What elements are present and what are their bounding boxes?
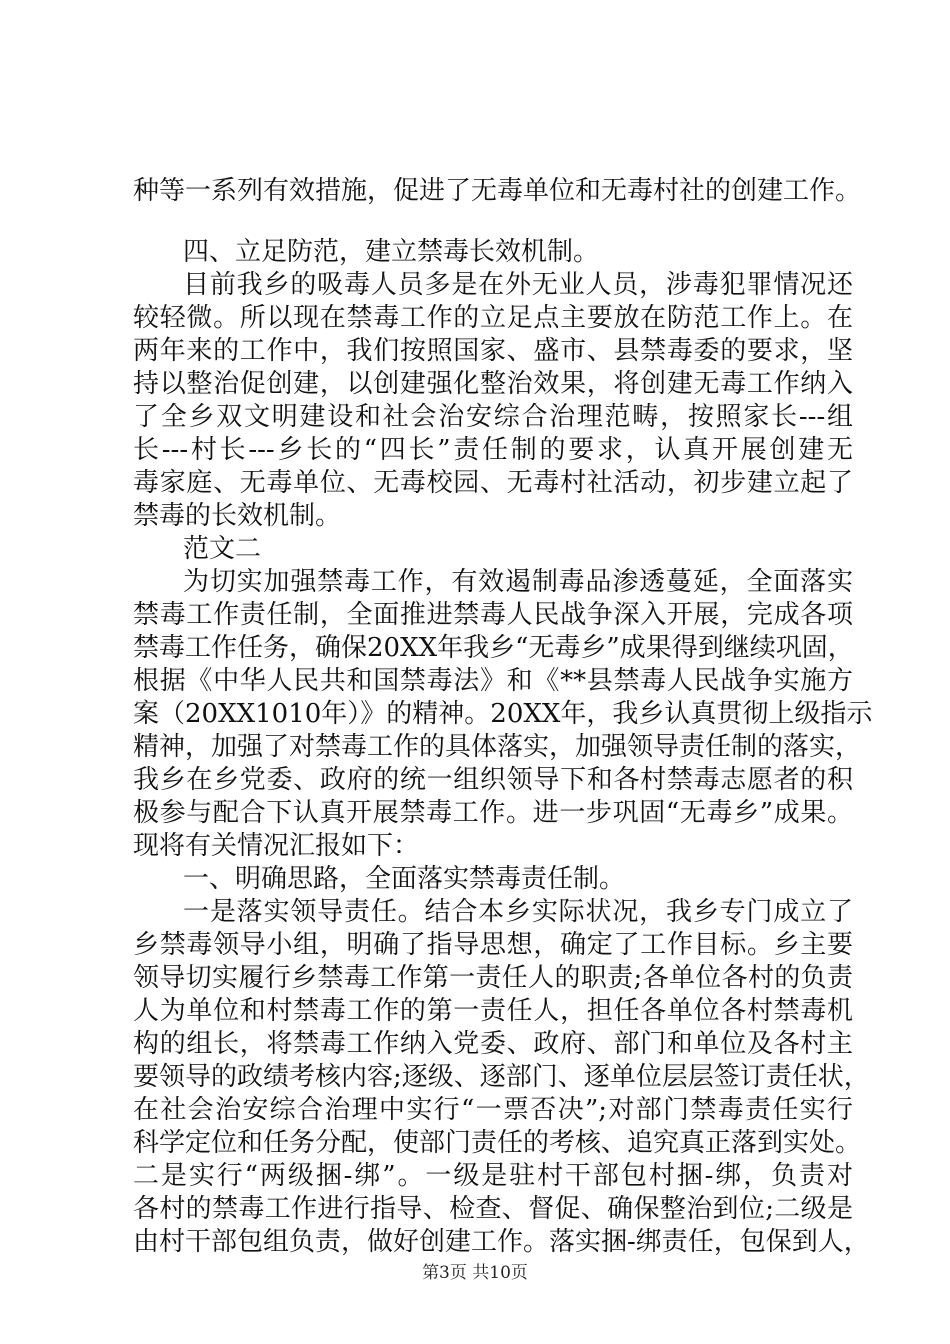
paragraph-line: 构的组长，将禁毒工作纳入党委、政府、部门和单位及各村主: [133, 1029, 853, 1059]
paragraph-line: 目前我乡的吸毒人员多是在外无业人员，涉毒犯罪情况还: [183, 270, 853, 300]
section-heading: 一、明确思路，全面落实禁毒责任制。: [183, 864, 626, 894]
paragraph-line: 毒家庭、无毒单位、无毒校园、无毒村社活动，初步建立起了: [133, 468, 853, 498]
paragraph-line: 二是实行“两级捆-绑”。一级是驻村干部包村捆-绑，负责对: [133, 1161, 853, 1191]
paragraph-line: 各村的禁毒工作进行指导、检查、督促、确保整治到位;二级是: [133, 1194, 853, 1224]
paragraph-line: 禁毒工作任务，确保20XX年我乡“无毒乡”成果得到继续巩固，: [133, 633, 854, 663]
paragraph-line: 领导切实履行乡禁毒工作第一责任人的职责;各单位各村的负责: [133, 963, 853, 993]
paragraph-line: 为切实加强禁毒工作，有效遏制毒品渗透蔓延，全面落实: [183, 567, 853, 597]
paragraph-line: 现将有关情况汇报如下：: [133, 831, 420, 861]
paragraph-line: 两年来的工作中，我们按照国家、盛市、县禁毒委的要求，坚: [133, 336, 853, 366]
paragraph-line: 了全乡双文明建设和社会治安综合治理范畴，按照家长---组: [133, 402, 853, 432]
paragraph-line: 根据《中华人民共和国禁毒法》和《**县禁毒人民战争实施方: [133, 666, 853, 696]
paragraph-line: 要领导的政绩考核内容;逐级、逐部门、逐单位层层签订责任状，: [133, 1062, 870, 1092]
paragraph-line: 禁毒的长效机制。: [133, 501, 342, 531]
paragraph-line: 人为单位和村禁毒工作的第一责任人，担任各单位各村禁毒机: [133, 996, 853, 1026]
paragraph-line: 长---村长---乡长的“四长”责任制的要求，认真开展创建无: [133, 435, 853, 465]
paragraph-line: 案（20XX1010年）》的精神。20XX年，我乡认真贯彻上级指示: [133, 699, 873, 729]
paragraph-line: 精神，加强了对禁毒工作的具体落实，加强领导责任制的落实，: [133, 732, 862, 762]
paragraph-line: 我乡在乡党委、政府的统一组织领导下和各村禁毒志愿者的积: [133, 765, 853, 795]
page-number-footer: 第3页 共10页: [422, 1263, 528, 1283]
paragraph-line: 极参与配合下认真开展禁毒工作。进一步巩固“无毒乡”成果。: [133, 798, 853, 828]
paragraph-line: 在社会治安综合治理中实行“一票否决”;对部门禁毒责任实行: [133, 1095, 853, 1125]
paragraph-line: 持以整治促创建，以创建强化整治效果，将创建无毒工作纳入: [133, 369, 853, 399]
paragraph-line: 种等一系列有效措施，促进了无毒单位和无毒村社的创建工作。: [133, 176, 862, 206]
paragraph-line: 一是落实领导责任。结合本乡实际状况，我乡专门成立了: [183, 897, 853, 927]
section-heading: 四、立足防范，建立禁毒长效机制。: [183, 237, 600, 267]
paragraph-line: 科学定位和任务分配，使部门责任的考核、追究真正落到实处。: [133, 1128, 862, 1158]
section-heading: 范文二: [183, 534, 262, 564]
paragraph-line: 由村干部包组负责，做好创建工作。落实捆-绑责任，包保到人，: [133, 1227, 870, 1257]
paragraph-line: 较轻微。所以现在禁毒工作的立足点主要放在防范工作上。在: [133, 303, 853, 333]
paragraph-line: 乡禁毒领导小组，明确了指导思想，确定了工作目标。乡主要: [133, 930, 853, 960]
paragraph-line: 禁毒工作责任制，全面推进禁毒人民战争深入开展，完成各项: [133, 600, 853, 630]
